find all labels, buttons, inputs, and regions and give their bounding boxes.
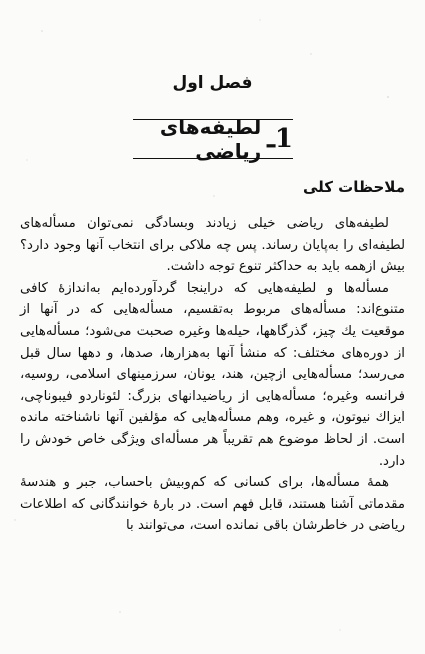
section-heading: ملاحظات کلی	[302, 178, 405, 196]
chapter-title: لطیفه‌های ریاضی	[159, 115, 262, 163]
chapter-number: 1ـ	[267, 124, 293, 154]
body-text	[20, 213, 405, 537]
paragraph: مسأله‌ها و لطیفه‌هایی که دراینجا گردآورده‌ایم به‌اندازهٔ کافی متنوع‌اند: مسأله‌های مربوط به‌تقسیم، مسأله‌هایی که در آنها از موقعیت یك چیز، گذرگاهها، حیله‌ها وغیره صحبت می‌شود؛ مسأله‌هایی از دوره‌های مختلف: که منشأ آنها به‌هزارها، صدها، و دهها سال قبل می‌رسد؛ مسأله‌هایی ازچین، هند، یونان، سرزمینهای اسلامی، روسیه، فرانسه وغیره؛ مسأله‌هایی از ریاضیدانهای بزرگ: لئوناردو فیبوناچی، ایزاك نیوتون، و غیره، وهم مسأله‌هایی که مؤلفین آنها ناشناخته مانده است. از لحاظ موضوع هم تقریباً هر مسأله‌ای ویژگی خاص خودش را دارد.	[20, 280, 405, 469]
chapter-title-box	[133, 115, 293, 163]
paragraph: همهٔ مسأله‌ها، برای کسانی که کم‌وبیش باحساب، جبر و هندسهٔ مقدماتی آشنا هستند، قابل فهم است. در بارهٔ خوانندگانی که اطلاعات ریاضی در خاطرشان باقی نمانده است، می‌توانند با	[20, 475, 405, 534]
chapter-label: فصل اول	[172, 73, 253, 93]
paragraph: لطیفه‌های ریاضی خیلی زیادند وبسادگی نمی‌توان مسأله‌های لطیفه‌ای را به‌پایان رساند. پس چه ملاکی برای انتخاب آنها وجود دارد؟ بیش ازهمه باید به حداکثر تنوع توجه داشت.	[20, 216, 405, 275]
